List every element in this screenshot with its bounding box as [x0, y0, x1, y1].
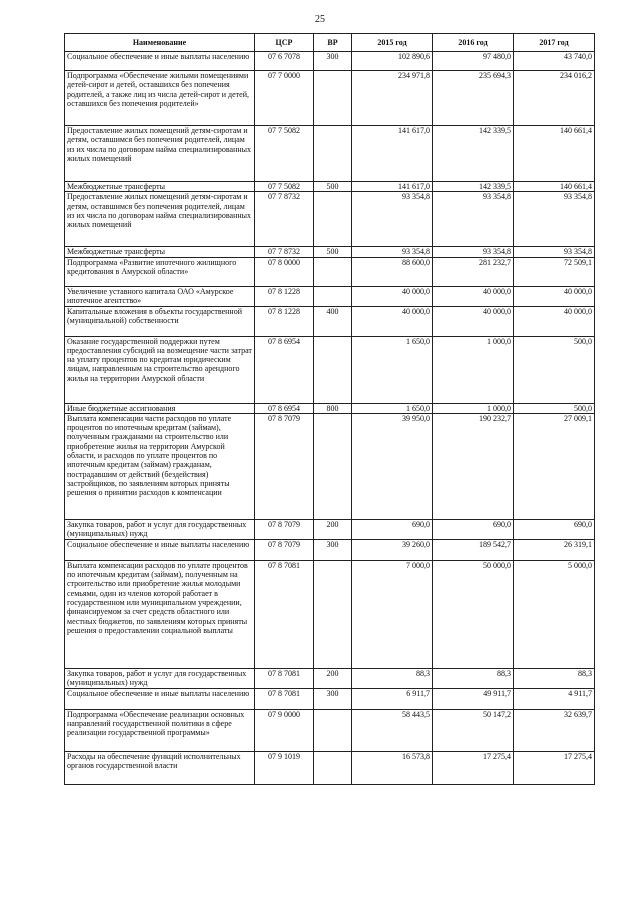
cell-name: Подпрограмма «Развитие ипотечного жилищного кредитования в Амурской области» — [65, 257, 255, 286]
cell-2017: 500,0 — [514, 403, 595, 413]
cell-vr: 300 — [314, 688, 352, 709]
table-row — [65, 560, 595, 668]
cell-vr — [314, 71, 352, 126]
page-number: 25 — [315, 14, 325, 25]
cell-vr — [314, 336, 352, 403]
cell-vr — [314, 709, 352, 751]
cell-2015: 39 260,0 — [352, 539, 433, 560]
cell-2017: 500,0 — [514, 336, 595, 403]
cell-2016: 40 000,0 — [433, 306, 514, 336]
cell-vr — [314, 192, 352, 247]
cell-vr — [314, 286, 352, 306]
cell-csr: 07 7 8732 — [255, 192, 314, 247]
table-row — [65, 182, 595, 192]
column-header-2016: 2016 год — [433, 34, 514, 52]
table-body — [65, 52, 595, 785]
cell-name: Иные бюджетные ассигнования — [65, 403, 255, 413]
table-row — [65, 519, 595, 539]
cell-2017: 88,3 — [514, 668, 595, 688]
table-row — [65, 52, 595, 71]
cell-csr: 07 7 5082 — [255, 182, 314, 192]
cell-csr: 07 8 7079 — [255, 413, 314, 519]
cell-2015: 1 650,0 — [352, 336, 433, 403]
cell-2015: 58 443,5 — [352, 709, 433, 751]
cell-2017: 690,0 — [514, 519, 595, 539]
cell-2016: 1 000,0 — [433, 403, 514, 413]
cell-2016: 88,3 — [433, 668, 514, 688]
cell-name: Социальное обеспечение и иные выплаты населению — [65, 52, 255, 71]
cell-2015: 7 000,0 — [352, 560, 433, 668]
cell-vr — [314, 257, 352, 286]
cell-2016: 190 232,7 — [433, 413, 514, 519]
cell-name: Капитальные вложения в объекты государственной (муниципальной) собственности — [65, 306, 255, 336]
cell-2015: 16 573,8 — [352, 751, 433, 784]
cell-2017: 40 000,0 — [514, 306, 595, 336]
cell-vr: 200 — [314, 519, 352, 539]
cell-vr — [314, 560, 352, 668]
cell-2016: 235 694,3 — [433, 71, 514, 126]
cell-vr: 800 — [314, 403, 352, 413]
cell-2015: 88,3 — [352, 668, 433, 688]
cell-2015: 93 354,8 — [352, 247, 433, 257]
cell-vr: 200 — [314, 668, 352, 688]
cell-2017: 234 016,2 — [514, 71, 595, 126]
cell-vr: 300 — [314, 539, 352, 560]
cell-vr: 300 — [314, 52, 352, 71]
cell-name: Увеличение уставного капитала ОАО «Амурское ипотечное агентство» — [65, 286, 255, 306]
cell-2016: 93 354,8 — [433, 247, 514, 257]
cell-2015: 690,0 — [352, 519, 433, 539]
table-header-row — [65, 34, 595, 52]
table-row — [65, 336, 595, 403]
table-row — [65, 286, 595, 306]
column-header-name: Наименование — [65, 34, 255, 52]
cell-csr: 07 7 8732 — [255, 247, 314, 257]
cell-2015: 88 600,0 — [352, 257, 433, 286]
cell-csr: 07 8 7081 — [255, 560, 314, 668]
table-row — [65, 71, 595, 126]
cell-2016: 17 275,4 — [433, 751, 514, 784]
cell-2016: 189 542,7 — [433, 539, 514, 560]
cell-vr — [314, 751, 352, 784]
column-header-csr: ЦСР — [255, 34, 314, 52]
cell-name: Предоставление жилых помещений детям-сиротам и детям, оставшимся без попечения родителей, лицам из их числа по договорам найма специализированных жилых помещений — [65, 192, 255, 247]
cell-csr: 07 8 6954 — [255, 403, 314, 413]
cell-csr: 07 6 7078 — [255, 52, 314, 71]
cell-2016: 690,0 — [433, 519, 514, 539]
table-row — [65, 192, 595, 247]
cell-2016: 93 354,8 — [433, 192, 514, 247]
cell-2017: 26 319,1 — [514, 539, 595, 560]
cell-2017: 140 661,4 — [514, 126, 595, 182]
cell-csr: 07 8 0000 — [255, 257, 314, 286]
cell-2016: 40 000,0 — [433, 286, 514, 306]
budget-table — [64, 33, 595, 785]
cell-name: Оказание государственной поддержки путем предоставления субсидий на возмещение части затрат на уплату процентов по кредитам юридическим лицам, направленным на строительство арендного жилья на территории Амурской области — [65, 336, 255, 403]
cell-name: Межбюджетные трансферты — [65, 182, 255, 192]
cell-2015: 141 617,0 — [352, 126, 433, 182]
cell-2015: 6 911,7 — [352, 688, 433, 709]
cell-csr: 07 8 1228 — [255, 286, 314, 306]
cell-2015: 40 000,0 — [352, 306, 433, 336]
cell-name: Межбюджетные трансферты — [65, 247, 255, 257]
table-row — [65, 247, 595, 257]
table-row — [65, 539, 595, 560]
cell-2017: 32 639,7 — [514, 709, 595, 751]
cell-name: Подпрограмма «Обеспечение жилыми помещениями детей-сирот и детей, оставшихся без попечения родителей, а также лиц из числа детей-сирот и детей, оставшихся без попечения родителей» — [65, 71, 255, 126]
cell-2016: 50 147,2 — [433, 709, 514, 751]
column-header-2015: 2015 год — [352, 34, 433, 52]
cell-csr: 07 7 5082 — [255, 126, 314, 182]
cell-name: Социальное обеспечение и иные выплаты населению — [65, 539, 255, 560]
table-row — [65, 413, 595, 519]
cell-2015: 141 617,0 — [352, 182, 433, 192]
cell-2017: 27 009,1 — [514, 413, 595, 519]
cell-vr: 400 — [314, 306, 352, 336]
cell-2016: 281 232,7 — [433, 257, 514, 286]
table-row — [65, 306, 595, 336]
cell-2015: 93 354,8 — [352, 192, 433, 247]
column-header-vr: ВР — [314, 34, 352, 52]
cell-2016: 97 480,0 — [433, 52, 514, 71]
cell-2016: 1 000,0 — [433, 336, 514, 403]
table-row — [65, 126, 595, 182]
table-row — [65, 709, 595, 751]
cell-name: Расходы на обеспечение функций исполнительных органов государственной власти — [65, 751, 255, 784]
cell-name: Предоставление жилых помещений детям-сиротам и детям, оставшимся без попечения родителей, лицам из их числа по договорам найма специализированных жилых помещений — [65, 126, 255, 182]
cell-2017: 93 354,8 — [514, 247, 595, 257]
column-header-2017: 2017 год — [514, 34, 595, 52]
cell-name: Подпрограмма «Обеспечение реализации основных направлений государственной политики в сфере реализации государственной программы» — [65, 709, 255, 751]
cell-vr — [314, 413, 352, 519]
table-row — [65, 688, 595, 709]
cell-csr: 07 8 1228 — [255, 306, 314, 336]
cell-2015: 39 950,0 — [352, 413, 433, 519]
cell-name: Закупка товаров, работ и услуг для государственных (муниципальных) нужд — [65, 668, 255, 688]
cell-2017: 140 661,4 — [514, 182, 595, 192]
cell-2017: 5 000,0 — [514, 560, 595, 668]
cell-2017: 40 000,0 — [514, 286, 595, 306]
cell-2015: 234 971,8 — [352, 71, 433, 126]
table-row — [65, 668, 595, 688]
cell-csr: 07 8 7079 — [255, 519, 314, 539]
cell-csr: 07 9 1019 — [255, 751, 314, 784]
cell-csr: 07 9 0000 — [255, 709, 314, 751]
table-row — [65, 403, 595, 413]
cell-name: Выплата компенсации расходов по уплате процентов по ипотечным кредитам (займам), полученным на строительство или приобретение жилья молодыми семьями, один из членов которой работает в государственном или муниципальном учреждении, финансируемом за счет средств областного или местных бюджетов, по заявлениям которых приняты решения о предоставлении социальной выплаты — [65, 560, 255, 668]
cell-name: Социальное обеспечение и иные выплаты населению — [65, 688, 255, 709]
cell-2017: 4 911,7 — [514, 688, 595, 709]
cell-2017: 72 509,1 — [514, 257, 595, 286]
cell-name: Закупка товаров, работ и услуг для государственных (муниципальных) нужд — [65, 519, 255, 539]
cell-2015: 40 000,0 — [352, 286, 433, 306]
cell-csr: 07 7 0000 — [255, 71, 314, 126]
cell-csr: 07 8 7079 — [255, 539, 314, 560]
cell-csr: 07 8 7081 — [255, 668, 314, 688]
cell-2016: 49 911,7 — [433, 688, 514, 709]
cell-vr — [314, 126, 352, 182]
table-row — [65, 751, 595, 784]
cell-2016: 50 000,0 — [433, 560, 514, 668]
cell-2016: 142 339,5 — [433, 182, 514, 192]
cell-name: Выплата компенсации части расходов по уплате процентов по ипотечным кредитам (займам), полученным гражданами на строительство или приобретение жилья на территории Амурской области, и расходов по уплате процентов по ипотечным кредитам (займам) гражданам, пострадавшим от действий (бездействия) застройщиков, по заявлениям которых приняты решения о принятии расходов к компенсации — [65, 413, 255, 519]
cell-2017: 43 740,0 — [514, 52, 595, 71]
cell-vr: 500 — [314, 182, 352, 192]
cell-2016: 142 339,5 — [433, 126, 514, 182]
table-row — [65, 257, 595, 286]
cell-csr: 07 8 6954 — [255, 336, 314, 403]
cell-2017: 93 354,8 — [514, 192, 595, 247]
cell-2015: 1 650,0 — [352, 403, 433, 413]
cell-2015: 102 890,6 — [352, 52, 433, 71]
cell-vr: 500 — [314, 247, 352, 257]
cell-csr: 07 8 7081 — [255, 688, 314, 709]
cell-2017: 17 275,4 — [514, 751, 595, 784]
